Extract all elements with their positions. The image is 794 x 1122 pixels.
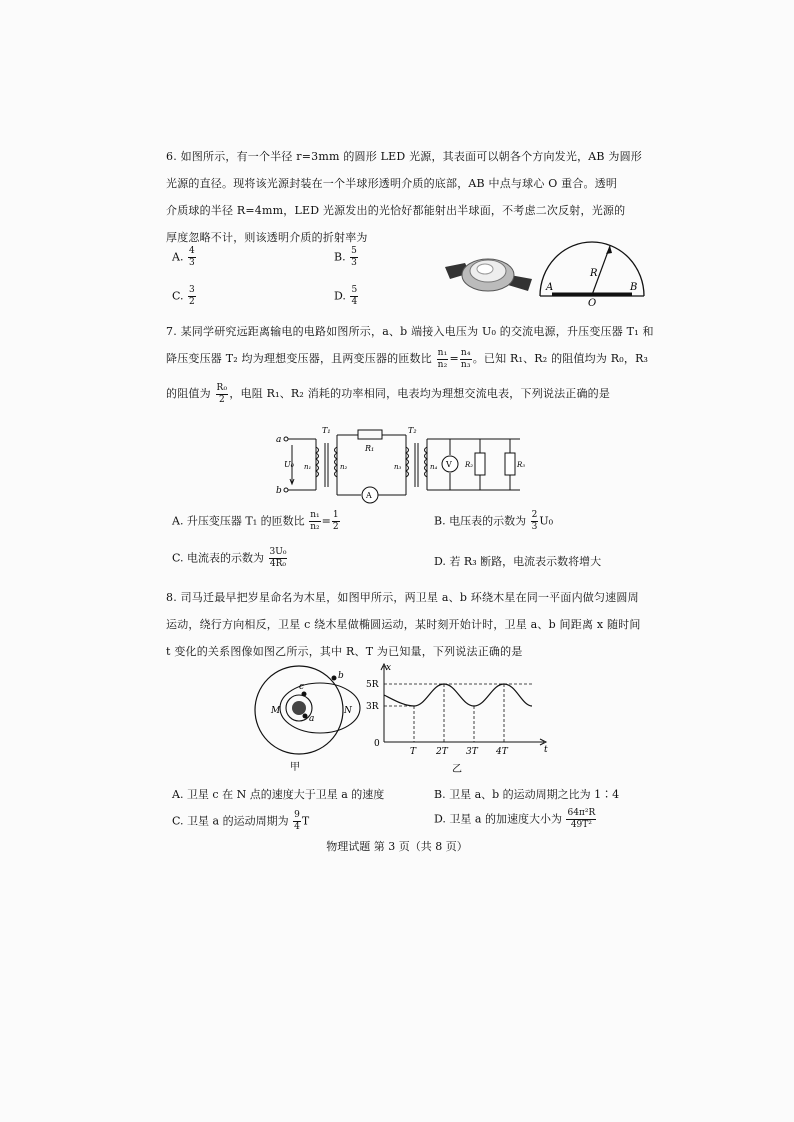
circuit-diagram [270, 425, 540, 505]
label-N: N [344, 706, 352, 716]
t1-label: T₁ [322, 426, 331, 435]
tick-origin: 0 [374, 739, 380, 749]
caption-yi: 乙 [452, 764, 462, 775]
q6-line-2: 光源的直径。现将该光源封装在一个半球形透明介质的底部，AB 中点与球心 O 重合。透明 [166, 177, 618, 190]
label-R: R [590, 268, 598, 279]
tick-4T: 4T [496, 747, 508, 757]
r2-label: R₂ [465, 461, 474, 469]
q8-line-2: 运动，绕行方向相反，卫星 c 绕木星做椭圆运动，某时刻开始计时，卫星 a、b 间距离 x 随时间 [166, 618, 641, 631]
label-a: a [309, 714, 315, 724]
q7-r3-fraction: $\frac{\text{R₀}}{2}$ [216, 382, 228, 405]
q6-line-4: 厚度忽略不计，则该透明介质的折射率为 [166, 231, 368, 244]
n2-label: n₂ [340, 463, 348, 471]
n4-label: n₄ [430, 463, 438, 471]
r1-label: R₁ [365, 444, 375, 453]
q7-option-d[interactable]: D. 若 R₃ 断路，电流表示数将增大 [434, 555, 602, 568]
tick-3T: 3T [466, 747, 478, 757]
q6-option-a[interactable]: A. $\frac{4}{3}$ [172, 246, 195, 268]
q7-line-2: 降压变压器 T₂ 均为理想变压器，且两变压器的匝数比 $\frac{\text{n₁}}{\text{n₂}}$ = $\frac{\text{n₄}}{\text{n₃}}$ 。已知 R₁、R₂ 的阻值均为 R₀，R₃ [166, 347, 649, 370]
q7-option-a[interactable]: A. 升压变压器 T₁ 的匝数比 $\frac{\text{n₁}}{\text{n₂}}$ = $\frac{1}{2}$ [172, 510, 339, 532]
label-b: b [338, 671, 344, 681]
q8-line-1: 8. 司马迁最早把岁星命名为木星，如图甲所示，两卫星 a、b 环绕木星在同一平面内做匀速圆周 [166, 591, 639, 604]
q7-line-1: 7. 某同学研究远距离输电的电路如图所示，a、b 端接入电压为 U₀ 的交流电源，升压变压器 T₁ 和 [166, 325, 654, 338]
tick-5R: 5R [366, 680, 379, 690]
terminal-a-label: a [276, 435, 282, 445]
voltmeter-label: V [446, 460, 452, 469]
terminal-b-label: b [276, 486, 282, 496]
q8-option-b[interactable]: B. 卫星 a、b 的运动周期之比为 1∶4 [434, 788, 620, 801]
q7-option-b[interactable]: B. 电压表的示数为 $\frac{2}{3}$ U₀ [434, 510, 553, 532]
question-8 [166, 584, 646, 665]
t2-label: T₂ [408, 426, 417, 435]
tick-T: T [410, 747, 417, 757]
distance-curve [384, 684, 532, 706]
axis-t-label: t [544, 745, 548, 755]
label-B: B [630, 282, 638, 293]
label-c: c [299, 682, 305, 692]
satellite-c [302, 692, 307, 697]
satellite-b [332, 676, 337, 681]
q7-ratio-n4-n3: $\frac{\text{n₄}}{\text{n₃}}$ [460, 347, 471, 370]
q6-option-a-fraction: $\frac{4}{3}$ [188, 246, 195, 268]
q7-option-c[interactable]: C. 电流表的示数为 $\frac{\text{3U₀}}{\text{4R₀}}$ [172, 547, 287, 569]
page-footer: 物理试题 第 3 页（共 8 页） [326, 840, 468, 853]
q6-line-3: 介质球的半径 R=4mm，LED 光源发出的光恰好都能射出半球面，不考虑二次反射，光源的 [166, 204, 626, 217]
label-M: M [271, 706, 281, 716]
caption-jia: 甲 [290, 762, 300, 773]
q6-option-c-fraction: $\frac{3}{2}$ [189, 285, 195, 307]
label-A: A [546, 282, 554, 293]
q6-option-b[interactable]: B. $\frac{5}{3}$ [334, 246, 357, 268]
ammeter-label: A [366, 491, 372, 500]
q6-option-d-fraction: $\frac{5}{4}$ [351, 285, 358, 307]
q8-option-a[interactable]: A. 卫星 c 在 N 点的速度大于卫星 a 的速度 [172, 788, 385, 801]
q7-ratio-n1-n2: $\frac{\text{n₁}}{\text{n₂}}$ [437, 347, 448, 370]
satellite-a [303, 714, 308, 719]
u0-label: U₀ [284, 460, 294, 469]
q8-option-d[interactable]: D. 卫星 a 的加速度大小为 $\frac{\text{64π²R}}{\text{49T²}}$ [434, 808, 596, 830]
jupiter [292, 701, 306, 715]
hemisphere-diagram [536, 232, 648, 309]
led-light-source-image [440, 245, 540, 305]
q6-option-b-fraction: $\frac{5}{3}$ [351, 246, 357, 268]
tick-3R: 3R [366, 702, 379, 712]
distance-time-graph [364, 660, 554, 778]
q8-option-c[interactable]: C. 卫星 a 的运动周期为 $\frac{9}{4}$ T [172, 810, 310, 832]
r3-label: R₃ [517, 461, 526, 469]
tick-2T: 2T [436, 747, 448, 757]
label-O: O [588, 298, 597, 309]
q6-option-d[interactable]: D. $\frac{5}{4}$ [334, 285, 358, 307]
question-7 [166, 318, 654, 407]
orbit-diagram [252, 664, 362, 774]
q7-line-3: 的阻值为 $\frac{\text{R₀}}{2}$ ，电阻 R₁、R₂ 消耗的功率相同，电表均为理想交流电表，下列说法正确的是 [166, 382, 611, 405]
q8-line-3: t 变化的关系图像如图乙所示，其中 R、T 为已知量，下列说法正确的是 [166, 645, 523, 658]
n3-label: n₃ [394, 463, 402, 471]
axis-x-label: x [386, 663, 392, 673]
n1-label: n₁ [304, 463, 312, 471]
q6-option-c[interactable]: C. $\frac{3}{2}$ [172, 285, 195, 307]
q6-line-1: 6. 如图所示，有一个半径 r=3mm 的圆形 LED 光源，其表面可以朝各个方向发光，AB 为圆形 [166, 150, 642, 163]
